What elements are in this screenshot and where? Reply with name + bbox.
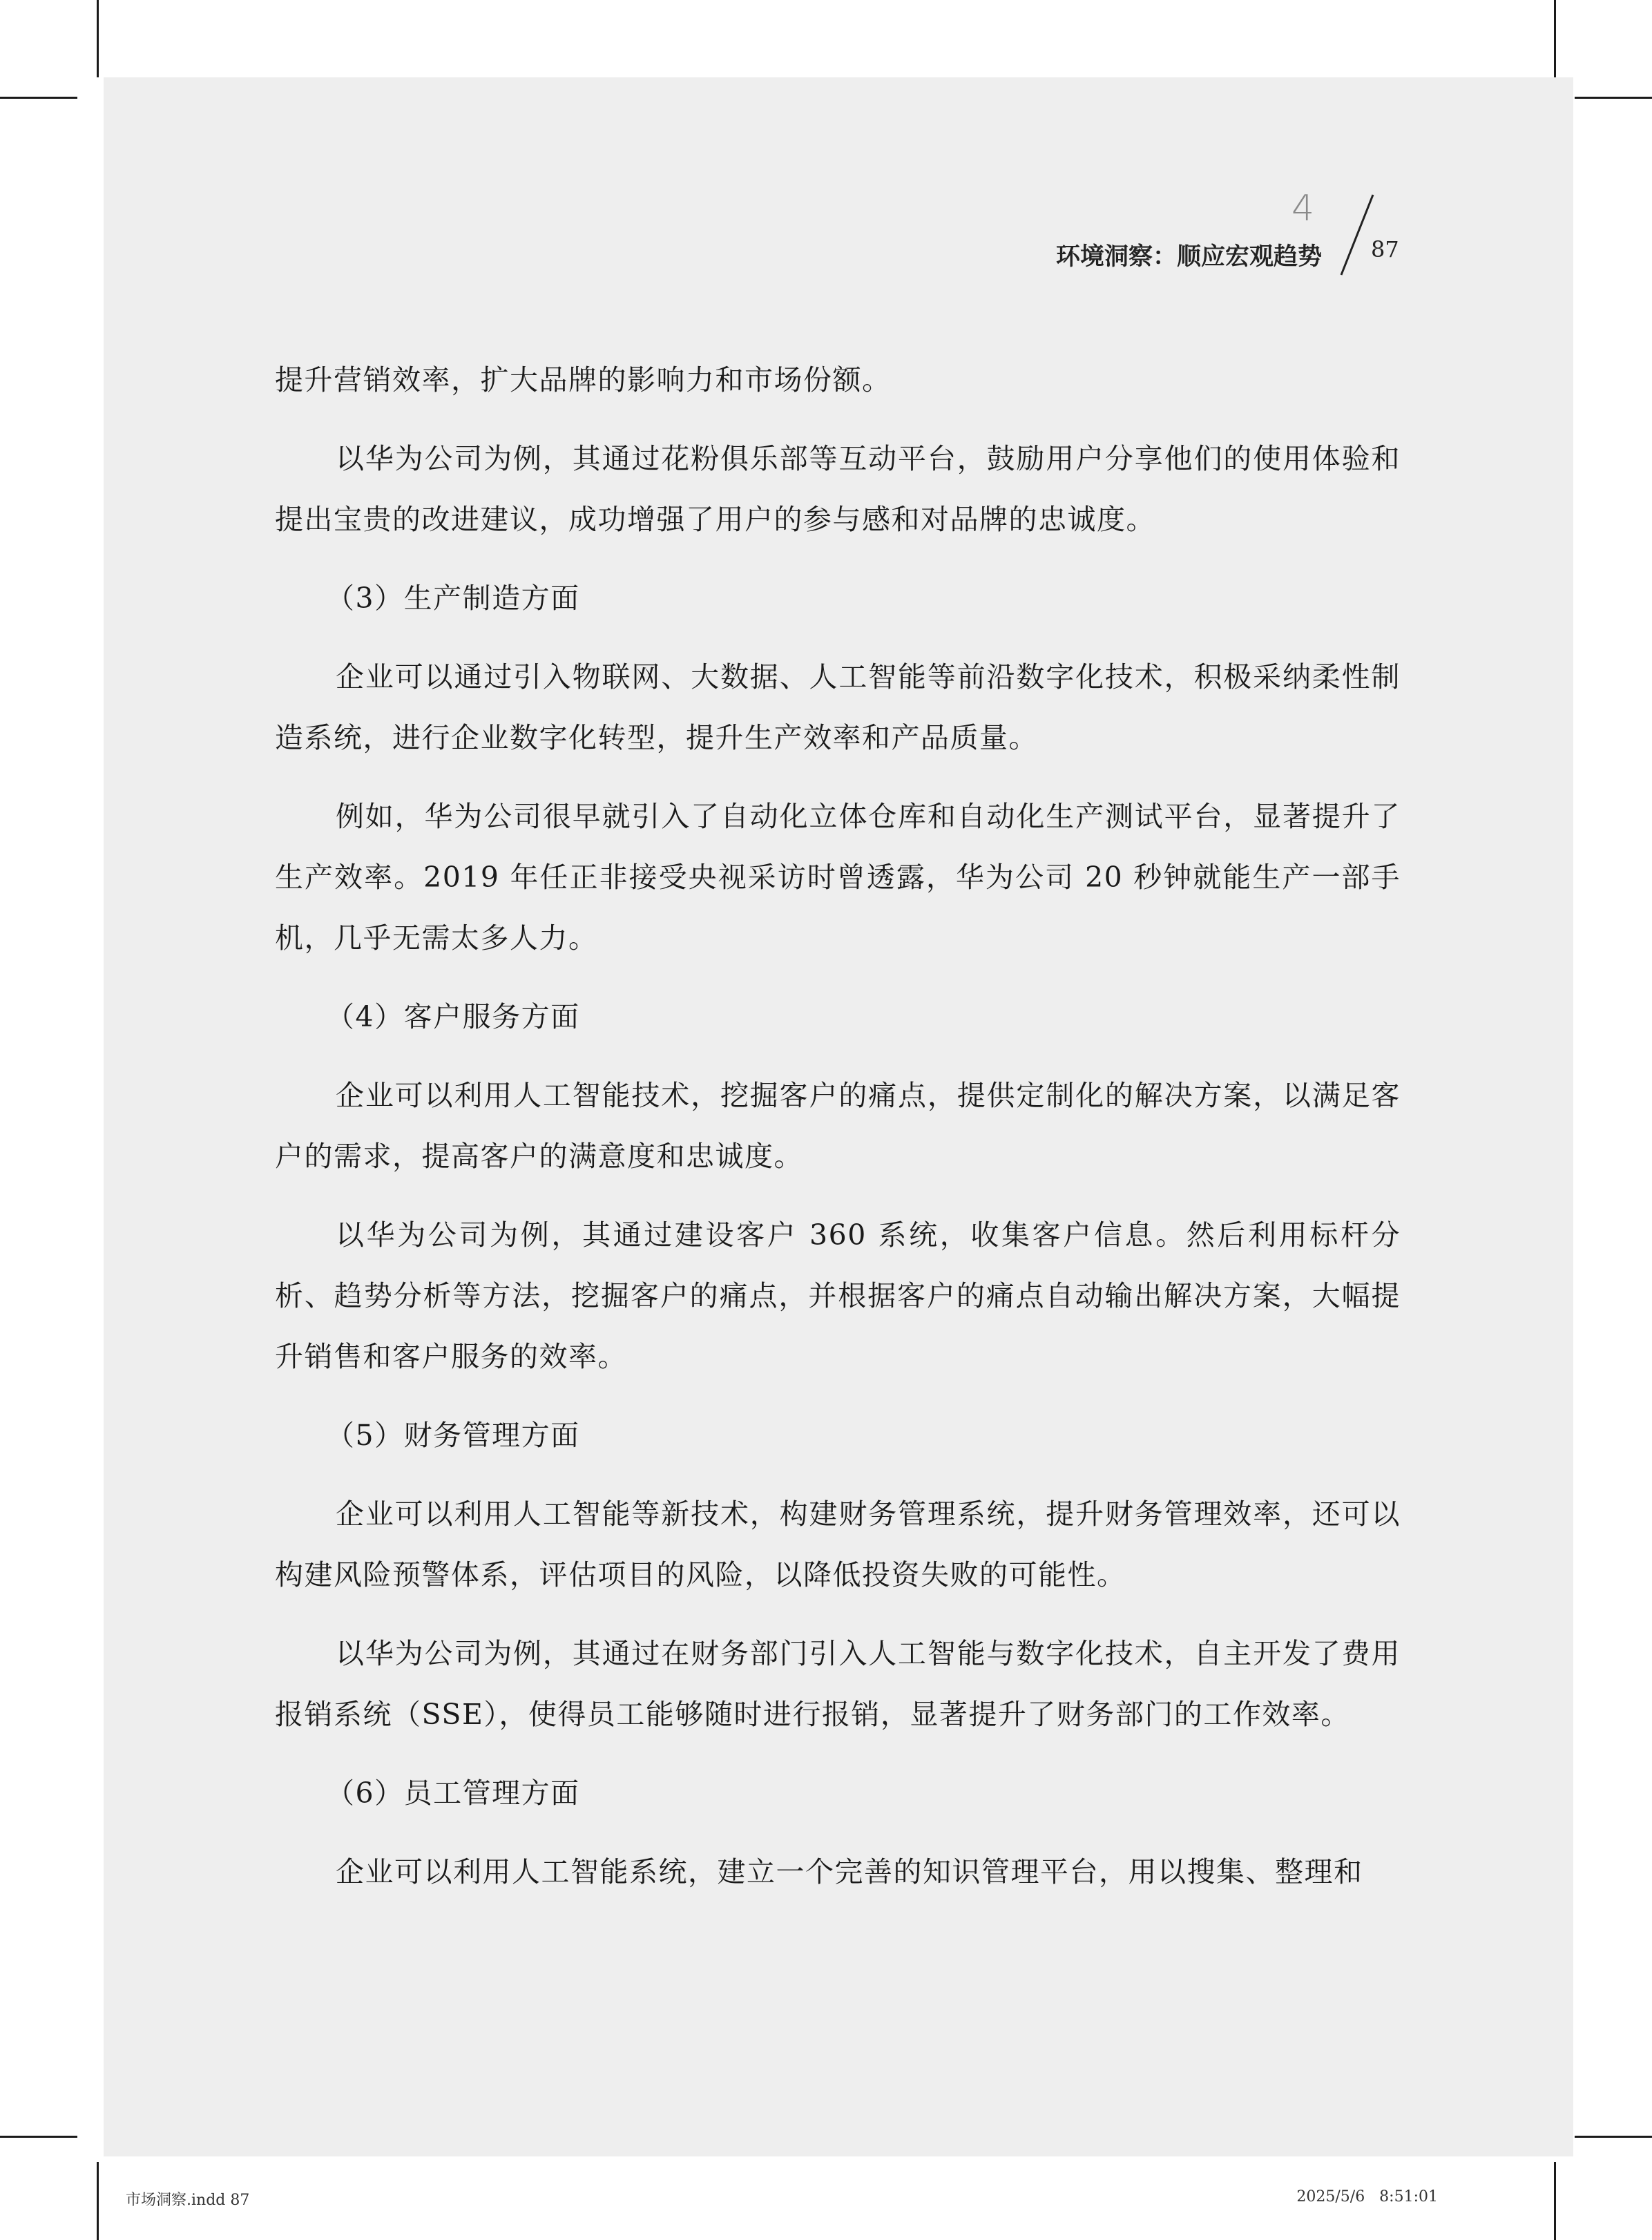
paragraph: 企业可以利用人工智能等新技术，构建财务管理系统，提升财务管理效率，还可以构建风险预警体系，评估项目的风险，以降低投资失败的可能性。 [275,1497,1401,1591]
paragraph: 以华为公司为例，其通过建设客户 360 系统，收集客户信息。然后利用标杆分析、趋势分析等方法，挖掘客户的痛点，并根据客户的痛点自动输出解决方案，大幅提升销售和客户服务的效率。 [275,1218,1401,1373]
chapter-number: 4 [1291,188,1315,229]
crop-mark-bottom-left-v [97,2162,99,2240]
paragraph: 提升营销效率，扩大品牌的影响力和市场份额。 [275,363,892,396]
chapter-title: 环境洞察：顺应宏观趋势 [1055,243,1322,271]
crop-mark-top-left-h [0,97,77,99]
paragraph: 以华为公司为例，其通过在财务部门引入人工智能与数字化技术，自主开发了费用报销系统（SSE），使得员工能够随时进行报销，显著提升了财务部门的工作效率。 [275,1637,1401,1731]
paragraph: 企业可以利用人工智能系统，建立一个完善的知识管理平台，用以搜集、整理和 [336,1855,1363,1888]
crop-mark-top-right-v [1554,0,1556,77]
footer-timestamp: 2025/5/6 8:51:01 [1296,2188,1438,2205]
paragraph: 例如，华为公司很早就引入了自动化立体仓库和自动化生产测试平台，显著提升了生产效率。2019 年任正非接受央视采访时曾透露，华为公司 20 秒钟就能生产一部手机，几乎无需太多人力。 [275,800,1401,955]
crop-mark-bottom-right-h [1575,2136,1652,2138]
section-heading: （4）客户服务方面 [326,1000,580,1033]
crop-mark-bottom-right-v [1554,2162,1556,2240]
paragraph: 企业可以通过引入物联网、大数据、人工智能等前沿数字化技术，积极采纳柔性制造系统，进行企业数字化转型，提升生产效率和产品质量。 [275,660,1401,754]
crop-mark-top-left-v [97,0,99,77]
body-text [275,350,1401,1920]
paragraph: 企业可以利用人工智能技术，挖掘客户的痛点，提供定制化的解决方案，以满足客户的需求，提高客户的满意度和忠诚度。 [275,1079,1401,1173]
section-heading: （6）员工管理方面 [326,1777,580,1810]
section-heading: （3）生产制造方面 [326,582,580,615]
header-divider-slash [1340,193,1374,276]
section-heading: （5）财务管理方面 [326,1419,580,1452]
footer-file-info: 市场洞察.indd 87 [126,2192,250,2209]
paragraph: 以华为公司为例，其通过花粉俱乐部等互动平台，鼓励用户分享他们的使用体验和提出宝贵的改进建议，成功增强了用户的参与感和对品牌的忠诚度。 [275,442,1401,536]
crop-mark-top-right-h [1575,97,1652,99]
page-number: 87 [1371,236,1399,262]
crop-mark-bottom-left-h [0,2136,77,2138]
